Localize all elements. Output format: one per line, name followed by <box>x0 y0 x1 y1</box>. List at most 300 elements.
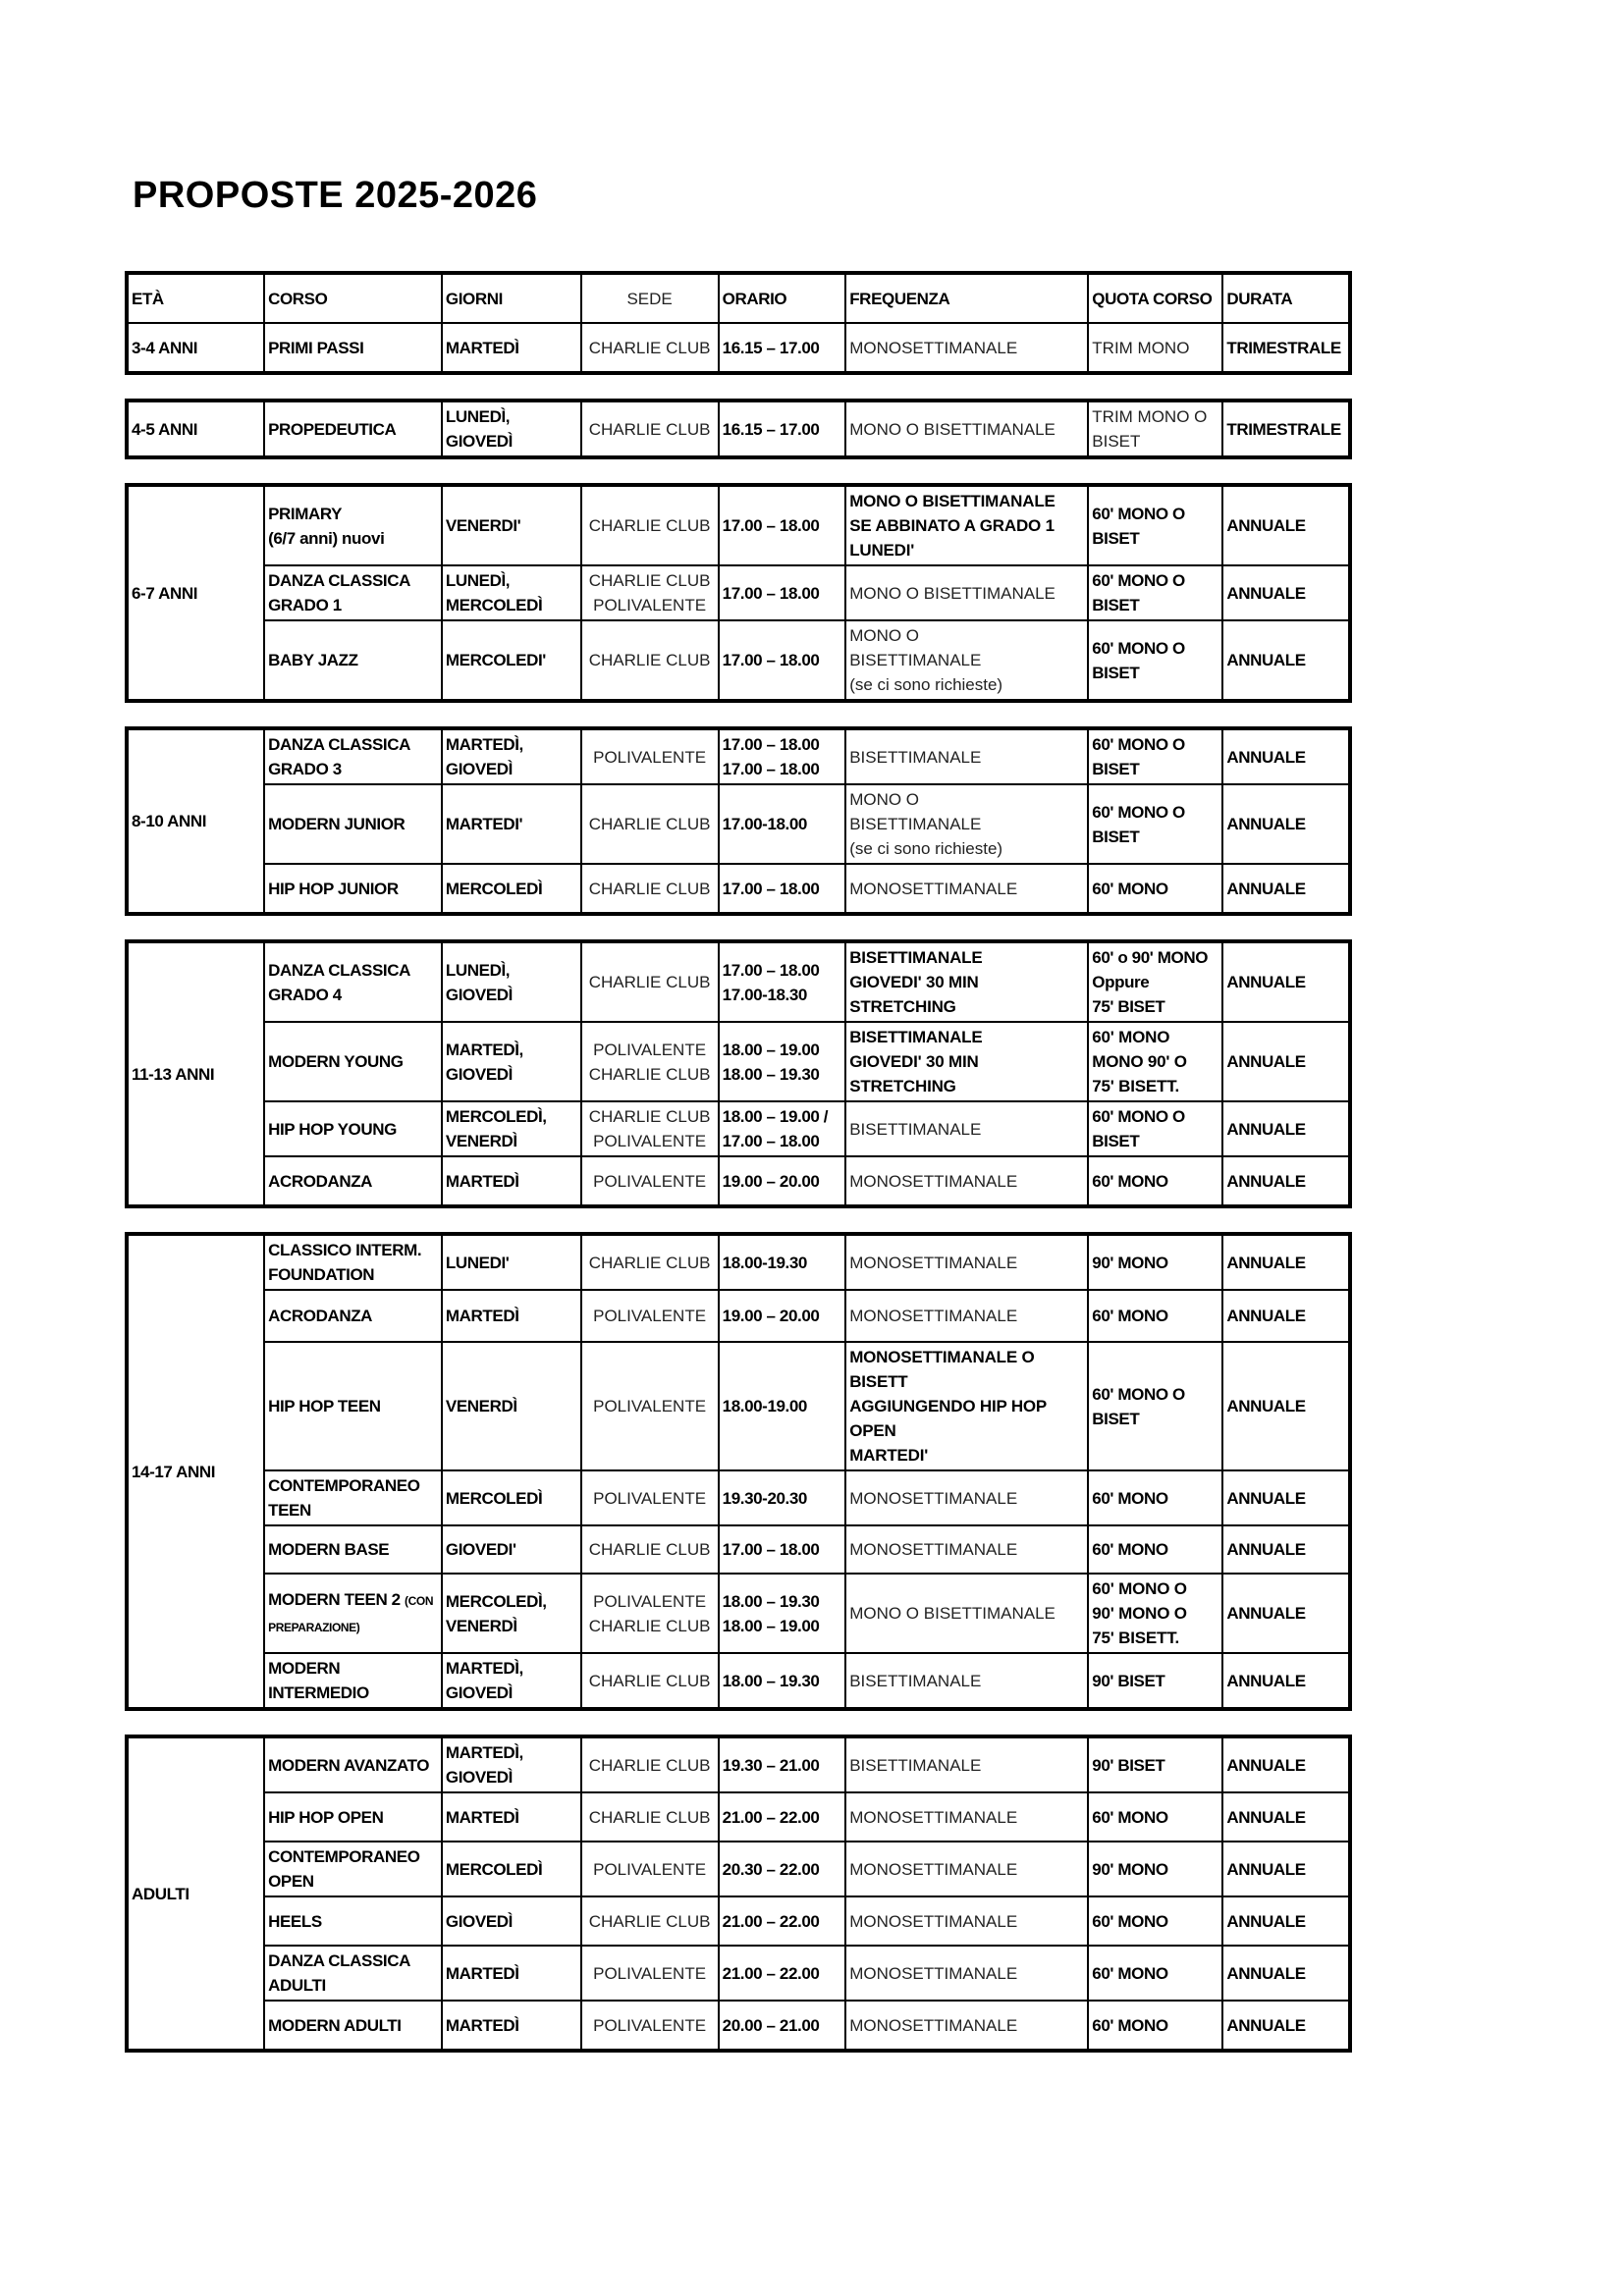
duration: ANNUALE <box>1222 565 1350 620</box>
course-name <box>264 2001 442 2051</box>
course-name-line: MODERN YOUNG <box>268 1052 404 1071</box>
venue-line: POLIVALENTE <box>593 1397 707 1415</box>
duration: TRIMESTRALE <box>1222 400 1350 457</box>
venue <box>581 941 719 1022</box>
fee-line: 75' BISET <box>1092 997 1165 1016</box>
venue <box>581 784 719 864</box>
days-line: GIOVEDÌ <box>445 1683 513 1702</box>
days-line: LUNEDI' <box>445 1253 510 1272</box>
venue-line: POLIVALENTE <box>593 1859 707 1879</box>
venue-line: CHARLIE CLUB <box>588 1540 711 1559</box>
fee-line: 60' MONO <box>1092 879 1168 898</box>
course-name-line: HIP HOP JUNIOR <box>268 879 399 898</box>
fee-line: 60' MONO <box>1092 1540 1168 1559</box>
course-name <box>264 1470 442 1525</box>
fee-line: BISET <box>1092 596 1140 614</box>
course-row <box>127 1342 1350 1470</box>
days-line: VENERDÌ <box>445 1397 517 1415</box>
frequency <box>845 1736 1088 1792</box>
course-name <box>264 1574 442 1653</box>
course-row <box>127 323 1350 373</box>
time <box>719 784 846 864</box>
days <box>442 1342 581 1470</box>
fee-line: 60' MONO <box>1092 1028 1170 1046</box>
venue <box>581 1156 719 1206</box>
course-name <box>264 864 442 914</box>
venue-line: CHARLIE CLUB <box>588 338 711 357</box>
duration: ANNUALE <box>1222 728 1350 784</box>
schedule-block <box>125 271 1352 375</box>
frequency-line: MARTEDI' <box>849 1446 929 1465</box>
days <box>442 1022 581 1101</box>
time <box>719 1946 846 2001</box>
fee <box>1088 1101 1222 1156</box>
schedule-tables <box>125 271 1352 2076</box>
fee <box>1088 1842 1222 1896</box>
course-row <box>127 728 1350 784</box>
age-group: ADULTI <box>127 1736 264 2051</box>
fee-line: 60' MONO O <box>1092 1107 1185 1126</box>
days <box>442 784 581 864</box>
course-name-line: MODERN BASE <box>268 1540 390 1559</box>
course-name-line: MODERN AVANZATO <box>268 1755 430 1775</box>
fee-line: BISET <box>1092 1132 1140 1150</box>
frequency-line: MONO O <box>849 626 920 645</box>
fee <box>1088 728 1222 784</box>
frequency-line: BISETTIMANALE <box>849 1755 982 1775</box>
time-line: 18.00 – 19.00 / <box>722 1107 829 1126</box>
course-name-line: ADULTI <box>268 1976 326 1995</box>
time <box>719 565 846 620</box>
course-name-line: PROPEDEUTICA <box>268 419 397 439</box>
frequency <box>845 784 1088 864</box>
time-line: 17.00 – 18.00 <box>722 1132 820 1150</box>
schedule-block <box>125 1232 1352 1711</box>
course-name-line: (6/7 anni) nuovi <box>268 528 385 548</box>
course-name-line: MODERN JUNIOR <box>268 815 406 833</box>
fee-line: 60' MONO <box>1092 2015 1168 2035</box>
schedule-block <box>125 1735 1352 2053</box>
frequency-line: MONOSETTIMANALE <box>849 2015 1018 2035</box>
column-header: FREQUENZA <box>845 273 1088 323</box>
venue-line: CHARLIE CLUB <box>588 516 711 535</box>
fee-line: 90' BISET <box>1092 1671 1165 1690</box>
course-name-line: FOUNDATION <box>268 1265 375 1284</box>
days-line: MERCOLEDÌ, <box>445 1591 547 1611</box>
fee <box>1088 485 1222 565</box>
course-row <box>127 485 1350 565</box>
course-name <box>264 784 442 864</box>
schedule-block <box>125 939 1352 1208</box>
duration: ANNUALE <box>1222 485 1350 565</box>
fee <box>1088 864 1222 914</box>
frequency-line: GIOVEDI' 30 MIN STRETCHING <box>849 973 979 1016</box>
duration: ANNUALE <box>1222 1842 1350 1896</box>
course-name-line: HIP HOP TEEN <box>268 1397 381 1415</box>
fee-line: 60' MONO <box>1092 1807 1168 1827</box>
days <box>442 1101 581 1156</box>
course-name-line: MODERN <box>268 1659 341 1678</box>
days <box>442 1792 581 1842</box>
course-name-line: HEELS <box>268 1911 322 1931</box>
course-row <box>127 2001 1350 2051</box>
fee <box>1088 565 1222 620</box>
days-line: LUNEDÌ, <box>445 571 511 590</box>
frequency <box>845 1896 1088 1946</box>
course-name <box>264 1525 442 1574</box>
time <box>719 1342 846 1470</box>
venue-line: CHARLIE CLUB <box>588 1064 711 1084</box>
frequency-line: BISETTIMANALE <box>849 1028 983 1046</box>
days <box>442 1156 581 1206</box>
time <box>719 400 846 457</box>
fee-line: 60' MONO O <box>1092 571 1185 590</box>
venue-line: POLIVALENTE <box>593 1040 707 1059</box>
time <box>719 864 846 914</box>
time-line: 21.00 – 22.00 <box>722 1807 820 1827</box>
venue <box>581 1842 719 1896</box>
duration: ANNUALE <box>1222 1022 1350 1101</box>
course-name-line: CONTEMPORANEO <box>268 1847 420 1866</box>
fee-line: 60' MONO <box>1092 1307 1168 1325</box>
venue <box>581 1470 719 1525</box>
days-line: GIOVEDÌ <box>445 1911 513 1931</box>
time <box>719 1525 846 1574</box>
duration: ANNUALE <box>1222 620 1350 701</box>
venue-line: CHARLIE CLUB <box>588 973 711 991</box>
venue-line: CHARLIE CLUB <box>588 651 711 669</box>
time-line: 20.00 – 21.00 <box>722 2015 820 2035</box>
frequency-line: MONO O BISETTIMANALE <box>849 419 1056 439</box>
time-line: 21.00 – 22.00 <box>722 1911 820 1931</box>
course-name-line: PRIMI PASSI <box>268 338 364 357</box>
page-title: PROPOSTE 2025-2026 <box>133 175 538 216</box>
time-line: 18.00 – 19.00 <box>722 1040 820 1059</box>
venue <box>581 1022 719 1101</box>
fee <box>1088 1736 1222 1792</box>
course-name-line: GRADO 3 <box>268 760 342 778</box>
header-row <box>127 273 1350 323</box>
column-header: QUOTA CORSO <box>1088 273 1222 323</box>
venue <box>581 1792 719 1842</box>
days <box>442 1470 581 1525</box>
fee-line: TRIM MONO O <box>1092 407 1208 426</box>
time <box>719 728 846 784</box>
duration: ANNUALE <box>1222 1946 1350 2001</box>
course-name <box>264 1101 442 1156</box>
frequency-line: MONOSETTIMANALE O BISETT <box>849 1348 1035 1391</box>
time-line: 21.00 – 22.00 <box>722 1963 820 1983</box>
fee-line: 60' MONO <box>1092 1911 1168 1931</box>
frequency-line: MONOSETTIMANALE <box>849 1807 1018 1827</box>
frequency <box>845 1574 1088 1653</box>
fee-line: TRIM MONO <box>1092 338 1190 357</box>
days-line: LUNEDÌ, GIOVEDÌ <box>445 960 513 1004</box>
frequency-line: MONOSETTIMANALE <box>849 1488 1018 1508</box>
frequency-line: BISETTIMANALE <box>849 1671 982 1690</box>
fee <box>1088 1342 1222 1470</box>
course-name <box>264 1842 442 1896</box>
fee-line: 60' MONO O <box>1092 638 1185 658</box>
frequency <box>845 1653 1088 1709</box>
course-row <box>127 864 1350 914</box>
time <box>719 1101 846 1156</box>
course-name-line: DANZA CLASSICA <box>268 571 410 590</box>
course-name <box>264 1653 442 1709</box>
venue-line: POLIVALENTE <box>593 1963 707 1983</box>
time-line: 17.00 – 18.00 <box>722 651 820 669</box>
fee-line: 90' MONO <box>1092 1859 1168 1879</box>
time-line: 17.00-18.30 <box>722 985 807 1004</box>
time <box>719 1470 846 1525</box>
venue-line: POLIVALENTE <box>593 1307 707 1325</box>
frequency-line: MONO O BISETTIMANALE <box>849 492 1056 510</box>
venue-line: CHARLIE CLUB <box>588 815 711 833</box>
fee <box>1088 1574 1222 1653</box>
fee-line: 60' MONO O <box>1092 1384 1185 1404</box>
venue-line: CHARLIE CLUB <box>588 1911 711 1931</box>
frequency <box>845 1470 1088 1525</box>
frequency <box>845 1234 1088 1290</box>
course-name-line: OPEN <box>268 1872 314 1891</box>
course-name <box>264 620 442 701</box>
days <box>442 485 581 565</box>
frequency <box>845 728 1088 784</box>
column-header: CORSO <box>264 273 442 323</box>
course-row <box>127 1842 1350 1896</box>
fee-line: BISET <box>1092 528 1140 548</box>
frequency-line: GIOVEDI' 30 MIN STRETCHING <box>849 1052 979 1095</box>
fee <box>1088 1525 1222 1574</box>
time <box>719 485 846 565</box>
days <box>442 1842 581 1896</box>
course-row <box>127 620 1350 701</box>
course-row <box>127 1470 1350 1525</box>
frequency <box>845 1156 1088 1206</box>
course-name <box>264 1342 442 1470</box>
days <box>442 864 581 914</box>
column-header: SEDE <box>581 273 719 323</box>
time-line: 18.00-19.00 <box>722 1397 807 1415</box>
frequency <box>845 620 1088 701</box>
column-header: ETÀ <box>127 273 264 323</box>
days <box>442 1896 581 1946</box>
days-line: MERCOLEDÌ <box>445 596 543 614</box>
time-line: 19.00 – 20.00 <box>722 1171 820 1191</box>
fee-line: BISET <box>1092 432 1141 451</box>
fee <box>1088 1470 1222 1525</box>
fee <box>1088 1290 1222 1342</box>
duration: ANNUALE <box>1222 2001 1350 2051</box>
course-row <box>127 1896 1350 1946</box>
schedule-block <box>125 483 1352 703</box>
course-row <box>127 1234 1350 1290</box>
time-line: 18.00 – 19.30 <box>722 1591 820 1611</box>
course-name-line: HIP HOP YOUNG <box>268 1119 397 1139</box>
venue <box>581 2001 719 2051</box>
days-line: MARTEDÌ <box>445 2015 519 2035</box>
course-name <box>264 1022 442 1101</box>
course-row <box>127 1156 1350 1206</box>
duration: ANNUALE <box>1222 1470 1350 1525</box>
time <box>719 1842 846 1896</box>
time <box>719 1234 846 1290</box>
venue <box>581 1653 719 1709</box>
duration: ANNUALE <box>1222 864 1350 914</box>
time <box>719 620 846 701</box>
course-name <box>264 1946 442 2001</box>
course-name-line: BABY JAZZ <box>268 651 358 669</box>
time <box>719 1290 846 1342</box>
time <box>719 323 846 373</box>
time <box>719 1574 846 1653</box>
frequency <box>845 1101 1088 1156</box>
duration: ANNUALE <box>1222 1736 1350 1792</box>
course-note: (CON PREPARAZIONE) <box>268 1593 434 1634</box>
venue <box>581 400 719 457</box>
course-row <box>127 784 1350 864</box>
duration: ANNUALE <box>1222 1792 1350 1842</box>
frequency-line: BISETTIMANALE <box>849 651 982 669</box>
course-row <box>127 400 1350 457</box>
venue-line: POLIVALENTE <box>593 747 707 767</box>
time <box>719 1022 846 1101</box>
fee-line: 75' BISETT. <box>1092 1629 1180 1647</box>
course-row <box>127 565 1350 620</box>
course-name <box>264 1792 442 1842</box>
duration: ANNUALE <box>1222 1156 1350 1206</box>
column-header: DURATA <box>1222 273 1350 323</box>
venue-line: CHARLIE CLUB <box>588 1616 711 1635</box>
frequency <box>845 1946 1088 2001</box>
frequency-line: MONOSETTIMANALE <box>849 1253 1018 1272</box>
time <box>719 1792 846 1842</box>
course-row <box>127 1736 1350 1792</box>
fee-line: 90' MONO O <box>1092 1604 1187 1623</box>
age-group: 11-13 ANNI <box>127 941 264 1206</box>
course-name <box>264 1290 442 1342</box>
venue <box>581 1290 719 1342</box>
time-line: 16.15 – 17.00 <box>722 338 820 357</box>
time-line: 18.00 – 19.30 <box>722 1671 820 1690</box>
venue <box>581 1736 719 1792</box>
time-line: 17.00 – 18.00 <box>722 879 820 898</box>
course-name <box>264 485 442 565</box>
time <box>719 1896 846 1946</box>
course-name-line: HIP HOP OPEN <box>268 1807 384 1827</box>
fee-line: 60' MONO O <box>1092 504 1185 523</box>
age-group: 4-5 ANNI <box>127 400 264 457</box>
venue-line: POLIVALENTE <box>593 596 707 614</box>
frequency-line: MONOSETTIMANALE <box>849 1307 1018 1325</box>
venue-line: CHARLIE CLUB <box>588 1755 711 1775</box>
fee-line: Oppure <box>1092 973 1150 991</box>
course-row <box>127 1022 1350 1101</box>
fee-line: 60' MONO O <box>1092 735 1185 754</box>
venue-line: POLIVALENTE <box>593 1132 707 1150</box>
frequency <box>845 1525 1088 1574</box>
duration: ANNUALE <box>1222 1234 1350 1290</box>
frequency-line: SE ABBINATO A GRADO 1 LUNEDI' <box>849 516 1055 560</box>
frequency <box>845 323 1088 373</box>
fee <box>1088 1792 1222 1842</box>
course-name-line: INTERMEDIO <box>268 1683 369 1702</box>
course-name <box>264 728 442 784</box>
fee-line: 90' BISET <box>1092 1755 1165 1775</box>
duration: ANNUALE <box>1222 1342 1350 1470</box>
course-name <box>264 1896 442 1946</box>
days <box>442 1653 581 1709</box>
days-line: MARTEDÌ <box>445 1171 519 1191</box>
days-line: GIOVEDI' <box>445 1540 516 1559</box>
course-row <box>127 1574 1350 1653</box>
frequency-line: MONOSETTIMANALE <box>849 1859 1018 1879</box>
duration: ANNUALE <box>1222 1653 1350 1709</box>
fee <box>1088 1156 1222 1206</box>
fee-line: 75' BISETT. <box>1092 1077 1180 1095</box>
venue <box>581 620 719 701</box>
days <box>442 1574 581 1653</box>
days <box>442 1946 581 2001</box>
time-line: 17.00 – 18.00 <box>722 760 820 778</box>
fee <box>1088 1946 1222 2001</box>
frequency <box>845 2001 1088 2051</box>
venue-line: CHARLIE CLUB <box>588 1671 711 1690</box>
fee <box>1088 620 1222 701</box>
fee <box>1088 323 1222 373</box>
frequency-line: (se ci sono richieste) <box>849 675 1003 694</box>
venue-line: CHARLIE CLUB <box>588 1807 711 1827</box>
course-name-line: DANZA CLASSICA <box>268 735 410 754</box>
fee-line: 60' MONO <box>1092 1963 1168 1983</box>
venue <box>581 1525 719 1574</box>
venue <box>581 485 719 565</box>
time-line: 20.30 – 22.00 <box>722 1859 820 1879</box>
frequency <box>845 1342 1088 1470</box>
days-line: VENERDÌ <box>445 1616 517 1635</box>
venue <box>581 1574 719 1653</box>
venue <box>581 565 719 620</box>
time-line: 17.00 – 18.00 <box>722 1540 820 1559</box>
time-line: 18.00 – 19.00 <box>722 1616 820 1635</box>
fee <box>1088 400 1222 457</box>
course-name-line: CLASSICO INTERM. <box>268 1241 422 1259</box>
duration: ANNUALE <box>1222 1525 1350 1574</box>
course-name-line: CONTEMPORANEO <box>268 1476 420 1495</box>
age-group: 3-4 ANNI <box>127 323 264 373</box>
fee-line: MONO 90' O <box>1092 1052 1187 1071</box>
course-row <box>127 1792 1350 1842</box>
time-line: 17.00 – 18.00 <box>722 516 820 535</box>
fee <box>1088 1653 1222 1709</box>
course-name <box>264 323 442 373</box>
fee <box>1088 1022 1222 1101</box>
time-line: 16.15 – 17.00 <box>722 419 820 439</box>
days-line: GIOVEDÌ <box>445 1768 513 1787</box>
course-name-line: GRADO 1 <box>268 596 342 614</box>
frequency-line: MONOSETTIMANALE <box>849 879 1018 898</box>
time-line: 18.00 – 19.30 <box>722 1064 820 1084</box>
frequency-line: MONOSETTIMANALE <box>849 1963 1018 1983</box>
frequency <box>845 1842 1088 1896</box>
frequency-line: BISETTIMANALE <box>849 815 982 833</box>
frequency <box>845 941 1088 1022</box>
venue-line: POLIVALENTE <box>593 1488 707 1508</box>
age-group: 14-17 ANNI <box>127 1234 264 1709</box>
time-line: 19.30 – 21.00 <box>722 1755 820 1775</box>
frequency-line: MONOSETTIMANALE <box>849 1171 1018 1191</box>
course-row <box>127 1101 1350 1156</box>
